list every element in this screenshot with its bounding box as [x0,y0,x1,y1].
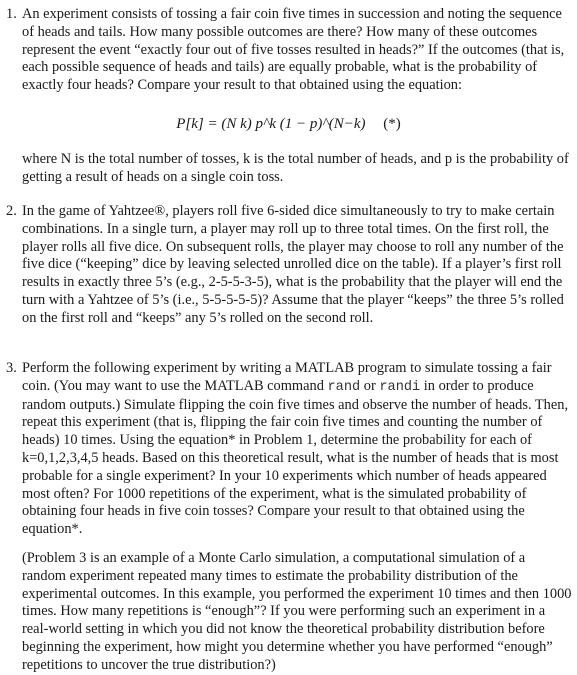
text-before-code: Perform the following experiment by writing a MATLAB program to simulate tossing a fair coin. (You may want to use the MATLAB command [22,360,552,394]
note-text: (Problem 3 is an example of a Monte Carlo simulation, a computational simulation of a random experiment repeated many times to estimate the probability distribution of the experimental outcomes. In this example, you performed the experiment 10 times and then 1000 times. How many repetitions is “enough”? If you were performing such an experiment in a real-world setting in which you did not know the theoretical probability distribution before beginning the experiment, how might you determine whether you have performed “enough” repetitions to uncover the true distribution?) [22,550,572,673]
problem-text [22,360,572,539]
problem-text: where N is the total number of tosses, k is the total number of heads, and p is the probability of getting a result of heads on a single coin toss. [22,151,569,185]
problem-number: 1. [6,6,17,22]
equation-tag: (*) [383,116,401,132]
problem-text: In the game of Yahtzee®, players roll five 6-sided dice simultaneously to try to make certain combinations. In a single turn, a player may roll up to three total times. On the first roll, the player rolls all five dice. On subsequent rolls, the player may choose to roll any number of the five dice (“keeping” dice by leaving selected unrolled dice on the table). If a player’s first roll results in exactly three 5’s (e.g., 2-5-5-3-5), what is the probability that the player will end the turn with a Yahtzee of 5’s (i.e., 5-5-5-5-5)? Assume that the player “keeps” the three 5’s rolled on the first roll and “keeps” any 5’s rolled on the second roll. [22,203,564,326]
problem-number: 2. [6,203,17,219]
binomial-equation [0,116,577,134]
text-between-code: or [363,377,376,394]
problem-number: 3. [6,360,17,376]
equation-text: P[k] = (N k) p^k (1 − p)^(N−k) [176,116,366,132]
code-rand: rand [327,379,361,395]
text-after-code: in order to produce random outputs.) Simulate flipping the coin five times and observe the number of heads. Then, repeat this experiment (that is, flipping the fair coin five times and counting the number of heads) 10 times. Using the equation* in Problem 1, determine the probability for each of k=0,1,2,3,4,5 heads. Based on this theoretical result, what is the number of heads that is most probable for a single experiment? In your 10 experiments which number of heads appeared most often? For 1000 repetitions of the experiment, what is the simulated probability of obtaining four heads in five coin tosses? Compare your result to that obtained using the equation*. [22,377,569,538]
code-randi: randi [379,379,421,395]
problem-text: An experiment consists of tossing a fair coin five times in succession and noting the sequence of heads and tails. How many possible outcomes are there? How many of these outcomes represent the event “exactly four out of five tosses resulted in heads?” If the outcomes (that is, each possible sequence of heads and tails) are equally probable, what is the probability of exactly four heads? Compare your result to that obtained using the equation: [22,6,565,94]
